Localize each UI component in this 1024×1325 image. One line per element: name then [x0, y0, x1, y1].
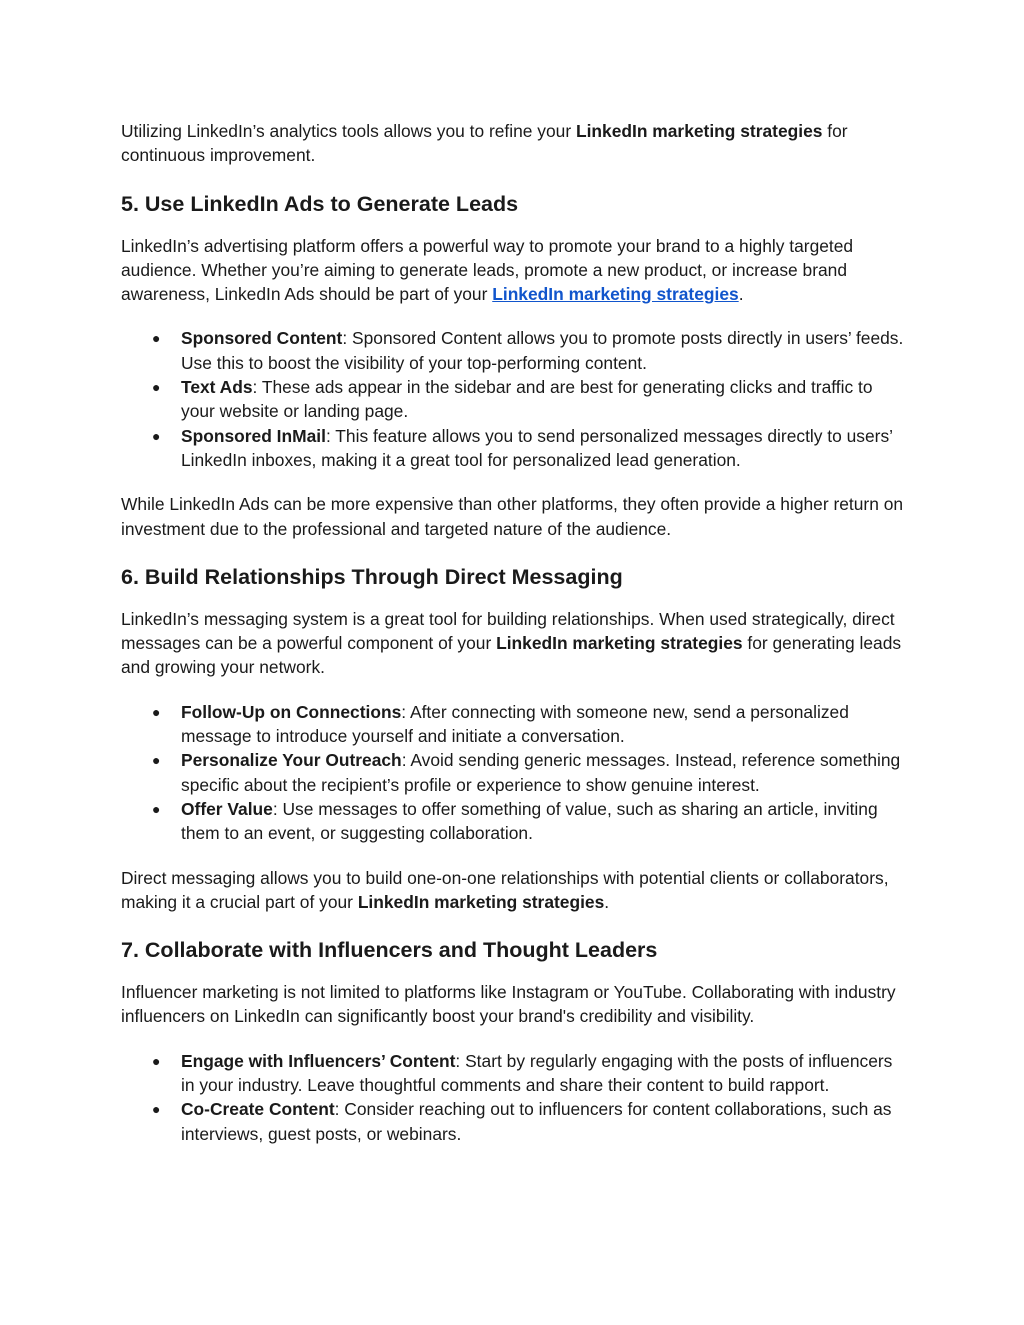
section-5-text-end: . [738, 284, 744, 305]
section-6-keyword: LinkedIn marketing strategies [496, 633, 743, 654]
list-item-term: Engage with Influencers’ Content [181, 1050, 456, 1071]
intro-text: Utilizing LinkedIn’s analytics tools allows you to refine your [121, 121, 576, 141]
linkedin-strategies-link[interactable]: LinkedIn marketing strategies [492, 284, 739, 305]
list-item [152, 424, 904, 473]
section-7-list [121, 1049, 904, 1146]
list-item-term: Sponsored Content [181, 328, 343, 349]
section-6-heading: 6. Build Relationships Through Direct Messaging [121, 564, 623, 589]
section-7-heading: 7. Collaborate with Influencers and Thought Leaders [121, 938, 658, 963]
bullet-icon: ● [152, 1101, 161, 1118]
list-item-text: : Start by regularly engaging with the posts of influencers in your industry. Leave thoughtful comments and share their content to build rapport. [181, 1050, 893, 1096]
list-item [152, 1049, 904, 1098]
list-item-term: Text Ads [181, 377, 253, 398]
intro-keyword: LinkedIn marketing strategies [575, 121, 823, 141]
list-item [152, 1097, 904, 1146]
section-5-heading: 5. Use LinkedIn Ads to Generate Leads [121, 191, 519, 216]
section-6-closing-text: Direct messaging allows you to build one-on-one relationships with potential clients or collaborators, making it a crucial part of your [121, 867, 889, 912]
list-item-text: : These ads appear in the sidebar and are best for generating clicks and traffic to your website or landing page. [181, 377, 873, 422]
section-6-closing-end: . [604, 891, 610, 912]
bullet-icon: ● [152, 379, 161, 396]
bullet-icon: ● [152, 1052, 161, 1069]
bullet-icon: ● [152, 703, 161, 720]
section-6-list [121, 700, 904, 846]
bullet-icon: ● [152, 427, 161, 444]
list-item-term: Follow-Up on Connections [181, 701, 402, 722]
list-item [152, 326, 904, 375]
intro-paragraph [121, 119, 904, 168]
list-item-text: : Avoid sending generic messages. Instead, reference something specific about the recipient’s profile or experience to show genuine interest. [181, 750, 901, 795]
section-6-closing [121, 866, 904, 915]
bullet-icon: ● [152, 752, 161, 769]
list-item [152, 797, 904, 846]
list-item-term: Personalize Your Outreach [181, 750, 402, 771]
section-6-text: LinkedIn’s messaging system is a great tool for building relationships. When used strategically, direct messages can be a powerful component of your [121, 608, 895, 654]
list-item-term: Co-Create Content [181, 1099, 335, 1120]
section-6-paragraph [121, 607, 904, 680]
list-item-term: Sponsored InMail [181, 425, 326, 446]
section-5-text: LinkedIn’s advertising platform offers a powerful way to promote your brand to a highly targeted audience. Whether you’re aiming to generate leads, promote a new product, or increase brand awareness, LinkedIn Ads should be part of your [121, 235, 854, 305]
list-item [152, 375, 904, 424]
list-item-text: : This feature allows you to send personalized messages directly to users’ LinkedIn inboxes, making it a great tool for personalized lead generation. [181, 425, 893, 470]
section-5-closing: While LinkedIn Ads can be more expensive than other platforms, they often provide a higher return on investment due to the professional and targeted nature of the audience. [121, 494, 904, 539]
section-6-text-end: for generating leads and growing your network. [121, 633, 902, 678]
list-item-text: : Consider reaching out to influencers for content collaborations, such as interviews, guest posts, or webinars. [181, 1099, 892, 1144]
section-5-paragraph [121, 234, 904, 307]
intro-text-end: for continuous improvement. [121, 121, 848, 166]
list-item [152, 700, 904, 749]
list-item-text: : Sponsored Content allows you to promote posts directly in users’ feeds. Use this to boost the visibility of your top-performing content. [181, 328, 904, 373]
list-item-text: : Use messages to offer something of value, such as sharing an article, inviting them to an event, or suggesting collaboration. [181, 798, 878, 844]
list-item [152, 748, 904, 797]
list-item-term: Offer Value [181, 798, 273, 819]
section-7-paragraph: Influencer marketing is not limited to platforms like Instagram or YouTube. Collaborating with industry influencers on LinkedIn can significantly boost your brand's credibility and visibility. [121, 982, 896, 1027]
section-6-closing-keyword: LinkedIn marketing strategies [357, 891, 605, 912]
section-5-list [121, 326, 904, 472]
bullet-icon: ● [152, 330, 161, 347]
list-item-text: : After connecting with someone new, send a personalized message to introduce yourself and initiate a conversation. [181, 701, 849, 747]
bullet-icon: ● [152, 800, 161, 817]
